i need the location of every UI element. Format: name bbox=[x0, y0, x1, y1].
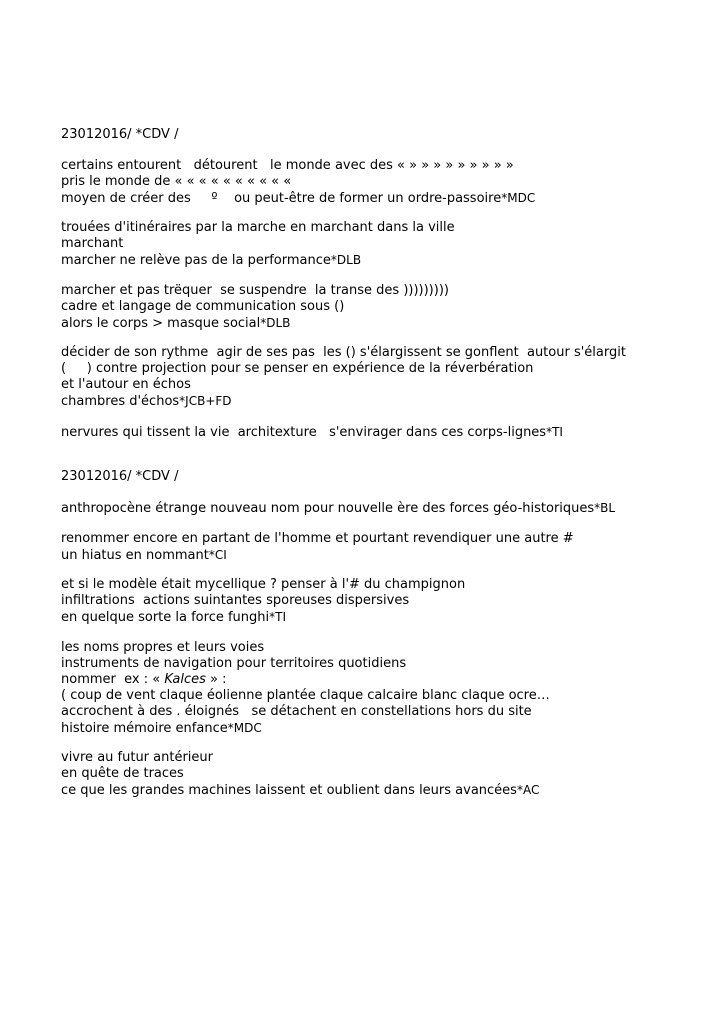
text-line: et l'autour en échos bbox=[61, 377, 191, 392]
text-line: marcher ne relève pas de la performance*DLB bbox=[61, 253, 362, 268]
italic-name: Kalces bbox=[164, 672, 206, 687]
text-line: ( coup de vent claque éolienne plantée claque calcaire blanc claque ocre… bbox=[61, 688, 550, 703]
text-line: accrochent à des . éloignés se détachent en constellations hors du site bbox=[61, 704, 532, 719]
text-line: trouées d'itinéraires par la marche en marchant dans la ville bbox=[61, 220, 455, 235]
section-heading: 23012016/ *CDV / bbox=[61, 127, 179, 142]
text-line: instruments de navigation pour territoires quotidiens bbox=[61, 656, 407, 671]
text-line: décider de son rythme agir de ses pas les () s'élargissent se gonflent autour s'élargit bbox=[61, 345, 626, 360]
text-line: ce que les grandes machines laissent et oublient dans leurs avancées*AC bbox=[61, 783, 540, 798]
text-line: alors le corps > masque social*DLB bbox=[61, 316, 291, 331]
author-tag: *DLB bbox=[330, 253, 362, 267]
text-line: moyen de créer des º ou peut-être de former un ordre-passoire*MDC bbox=[61, 191, 536, 206]
text-line: histoire mémoire enfance*MDC bbox=[61, 721, 262, 736]
author-tag: *AC bbox=[516, 783, 540, 797]
text-line: nervures qui tissent la vie architexture s'envirager dans ces corps-lignes*TI bbox=[61, 425, 563, 440]
author-tag: *TI bbox=[546, 425, 563, 439]
text-line: vivre au futur antérieur bbox=[61, 750, 213, 765]
text-line: les noms propres et leurs voies bbox=[61, 640, 265, 655]
section-heading: 23012016/ *CDV / bbox=[61, 469, 179, 484]
author-tag: *DLB bbox=[260, 316, 291, 330]
text-line: et si le modèle était mycellique ? penser à l'# du champignon bbox=[61, 577, 466, 592]
text-line: marcher et pas trëquer se suspendre la transe des ))))))))) bbox=[61, 283, 449, 298]
text-line: infiltrations actions suintantes sporeuses dispersives bbox=[61, 593, 410, 608]
text-line: marchant bbox=[61, 236, 124, 251]
text-line: en quête de traces bbox=[61, 766, 184, 781]
text-line: un hiatus en nommant*CI bbox=[61, 548, 227, 563]
author-tag: *BL bbox=[594, 501, 616, 515]
text-line: nommer ex : « Kalces » : bbox=[61, 672, 227, 687]
author-tag: *TI bbox=[269, 610, 287, 624]
author-tag: *MDC bbox=[227, 721, 262, 735]
text-line: en quelque sorte la force funghi*TI bbox=[61, 610, 287, 625]
text-line: pris le monde de « « « « « « « « « « bbox=[61, 174, 292, 189]
author-tag: *MDC bbox=[501, 191, 536, 205]
text-line: chambres d'échos*JCB+FD bbox=[61, 394, 232, 409]
text-line: renommer encore en partant de l'homme et pourtant revendiquer une autre # bbox=[61, 531, 574, 546]
author-tag: *JCB+FD bbox=[179, 394, 232, 408]
text-line: certains entourent détourent le monde avec des « » » » » » » » » » bbox=[61, 158, 514, 173]
text-line: ( ) contre projection pour se penser en expérience de la réverbération bbox=[61, 361, 534, 376]
author-tag: *CI bbox=[208, 548, 227, 562]
text-line: anthropocène étrange nouveau nom pour nouvelle ère des forces géo-historiques*BL bbox=[61, 501, 616, 516]
text-line: cadre et langage de communication sous () bbox=[61, 299, 345, 314]
